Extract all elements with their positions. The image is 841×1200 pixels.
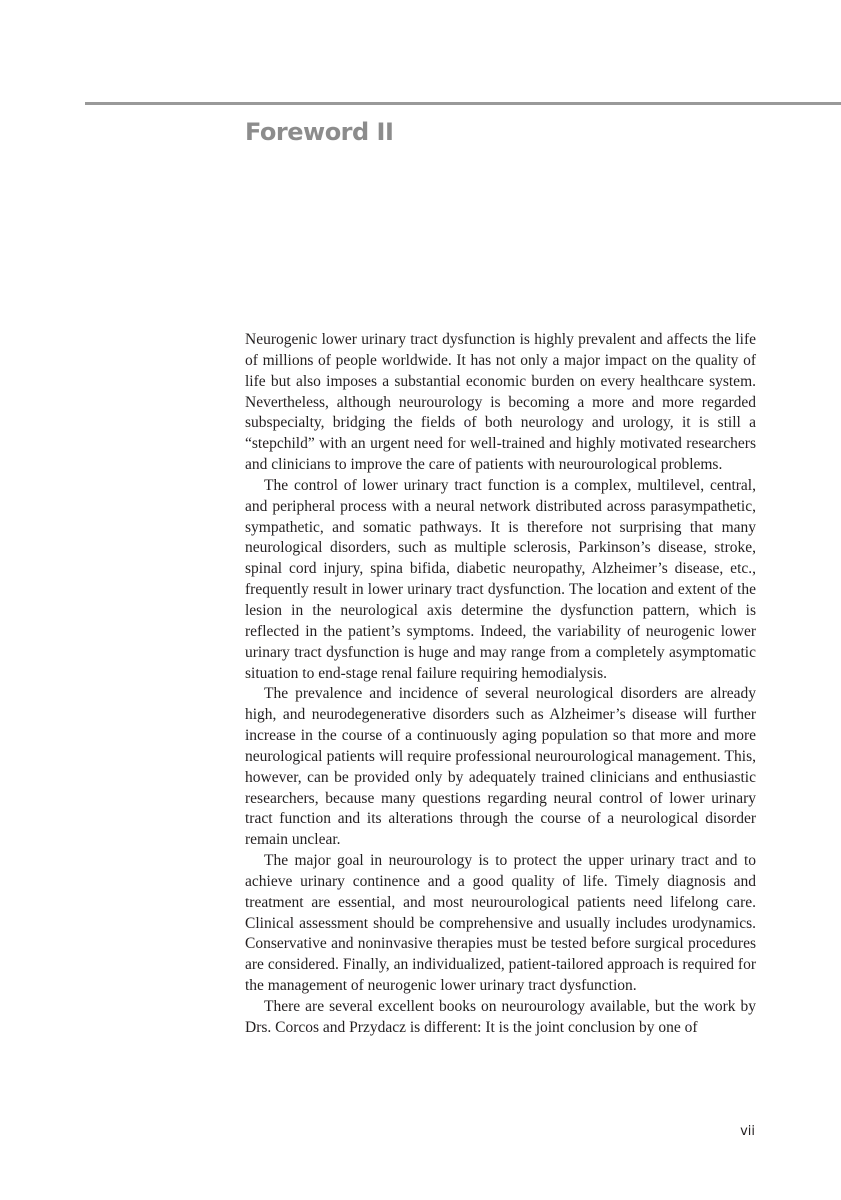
header-rule [85,102,841,105]
paragraph: The control of lower urinary tract function is a complex, multilevel, central, and peripheral process with a neural network distributed across parasympathetic, sympathetic, and somatic pathways. It is therefore not surprising that many neurological disorders, such as multiple sclerosis, Parkinson’s disease, stroke, spinal cord injury, spina bifida, diabetic neuropathy, Alzheimer’s disease, etc., frequently result in lower urinary tract dysfunction. The location and extent of the lesion in the neurological axis determine the dysfunction pattern, which is reflected in the patient’s symptoms. Indeed, the variability of neurogenic lower urinary tract dysfunction is huge and may range from a completely asymptomatic situation to end-stage renal failure requiring hemodialysis. [245,476,756,682]
paragraph: Neurogenic lower urinary tract dysfunction is highly prevalent and affects the life of millions of people worldwide. It has not only a major impact on the quality of life but also imposes a substantial economic burden on every healthcare system. Nevertheless, although neurourology is becoming a more and more regarded subspecialty, bridging the fields of both neurology and urology, it is still a “stepchild” with an urgent need for well-trained and highly motivated researchers and clinicians to improve the care of patients with neurourological problems. [245,331,756,474]
paragraph: There are several excellent books on neurourology available, but the work by Drs. Corcos and Przydacz is different: It is the joint conclusion by one of [245,998,756,1036]
page-number: vii [740,1124,755,1139]
paragraph: The prevalence and incidence of several neurological disorders are already high, and neurodegenerative disorders such as Alzheimer’s disease will further increase in the course of a continuously aging population so that more and more neurological patients will require professional neurourological management. This, however, can be provided only by adequately trained clinicians and enthusiastic researchers, because many questions regarding neural control of lower urinary tract function and its alterations through the course of a neurological disorder remain unclear. [245,685,756,849]
chapter-title: Foreword II [245,118,394,146]
body-text [245,330,756,1039]
paragraph: The major goal in neurourology is to protect the upper urinary tract and to achieve urinary continence and a good quality of life. Timely diagnosis and treatment are essential, and most neurourological patients need lifelong care. Clinical assessment should be comprehensive and usually includes urodynamics. Conservative and noninvasive therapies must be tested before surgical procedures are considered. Finally, an individualized, patient-tailored approach is required for the management of neurogenic lower urinary tract dysfunction. [245,852,756,995]
